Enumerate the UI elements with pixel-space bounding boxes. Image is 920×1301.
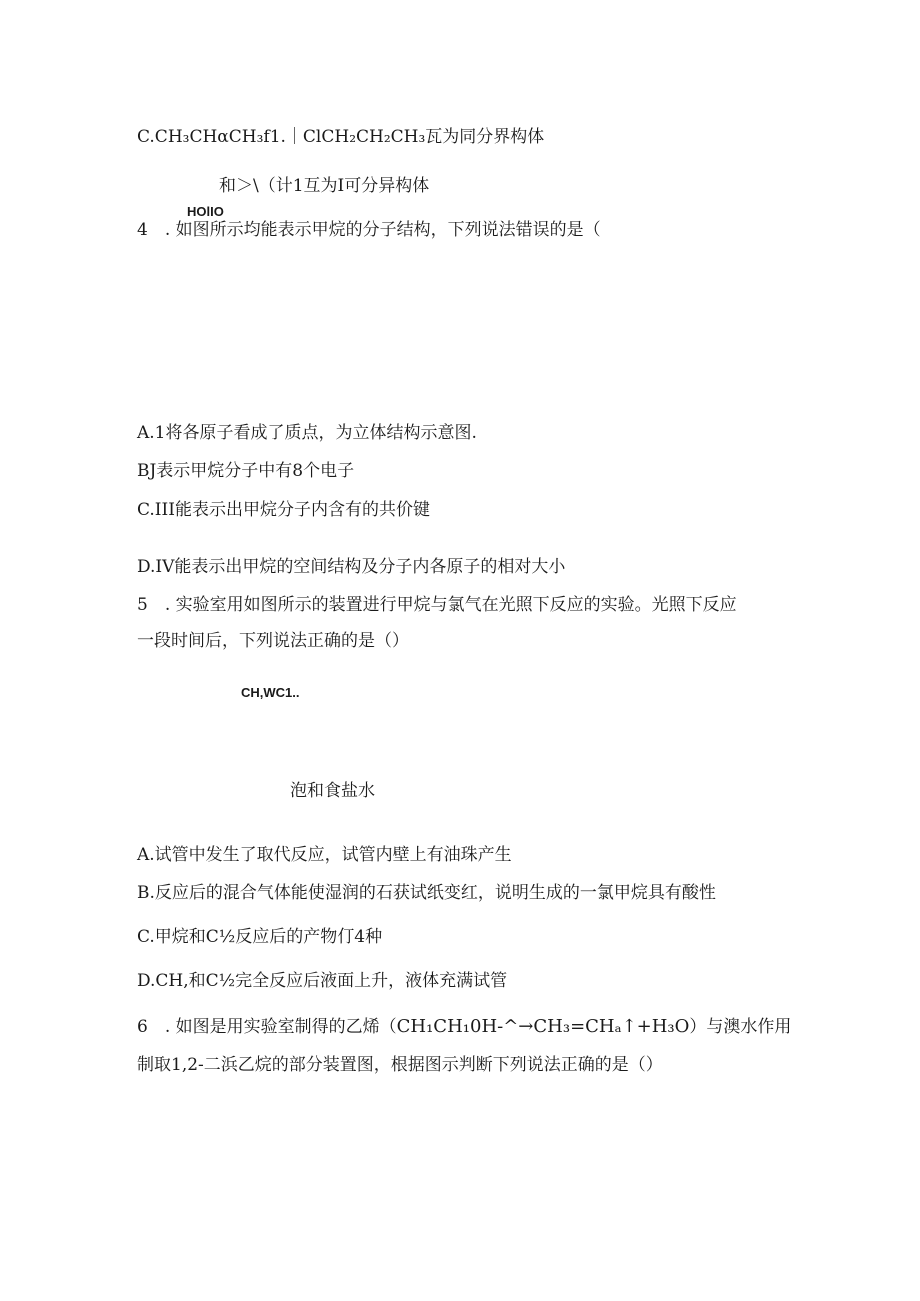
reaction-formula: CH₁CH₁0H-^→CH₃=CHₐ↑+H₃O <box>396 1016 690 1037</box>
question-4-option-c: C.III能表示出甲烷分子内含有的共价键 <box>137 500 430 520</box>
question-5-option-c: C.甲烷和C½反应后的产物仃4种 <box>137 927 383 947</box>
question-4-stem: 4 . 如图所示均能表示甲烷的分子结构，下列说法错误的是（ <box>137 220 601 240</box>
figure-label-ch4-cl2: CH,WC1.. <box>241 685 300 700</box>
question-5-option-b: B.反应后的混合气体能使湿润的石获试纸变红，说明生成的一氯甲烷具有酸性 <box>137 883 716 903</box>
question-5-option-a: A.试管中发生了取代反应，试管内壁上有油珠产生 <box>137 845 512 865</box>
question-5-stem-line2: 一段时间后，下列说法正确的是（） <box>137 631 409 651</box>
question-4-option-b: BJ表示甲烷分子中有8个电子 <box>137 461 355 481</box>
question-5-option-d: D.CH,和C½完全反应后液面上升，液体充满试管 <box>137 971 508 991</box>
figure-label-holio: HOlIO <box>187 204 224 219</box>
question-4-option-d: D.IV能表示出甲烷的空间结构及分子内各原子的相对大小 <box>137 557 566 577</box>
question-4-option-a: A.1将各原子看成了质点，为立体结构示意图. <box>137 423 477 443</box>
figure-label-saline: 泡和食盐水 <box>290 781 375 801</box>
question-6-stem-line2: 制取1,2-二浜乙烷的部分装置图，根据图示判断下列说法正确的是（） <box>137 1055 663 1075</box>
question-5-stem-line1: 5 . 实验室用如图所示的装置进行甲烷与氯气在光照下反应的实验。光照下反应 <box>137 595 737 615</box>
option-3d: 和＞\（计1互为I可分异构体 <box>219 176 430 196</box>
question-6-stem-suffix: ）与澳水作用 <box>689 1017 792 1037</box>
question-6-stem-line1 <box>137 1016 791 1038</box>
option-3c: C.CH₃CHαCH₃f1.｜ClCH₂CH₂CH₃瓦为同分界构体 <box>137 127 545 147</box>
question-6-stem-prefix: 6 . 如图是用实验室制得的乙烯（ <box>137 1017 397 1037</box>
